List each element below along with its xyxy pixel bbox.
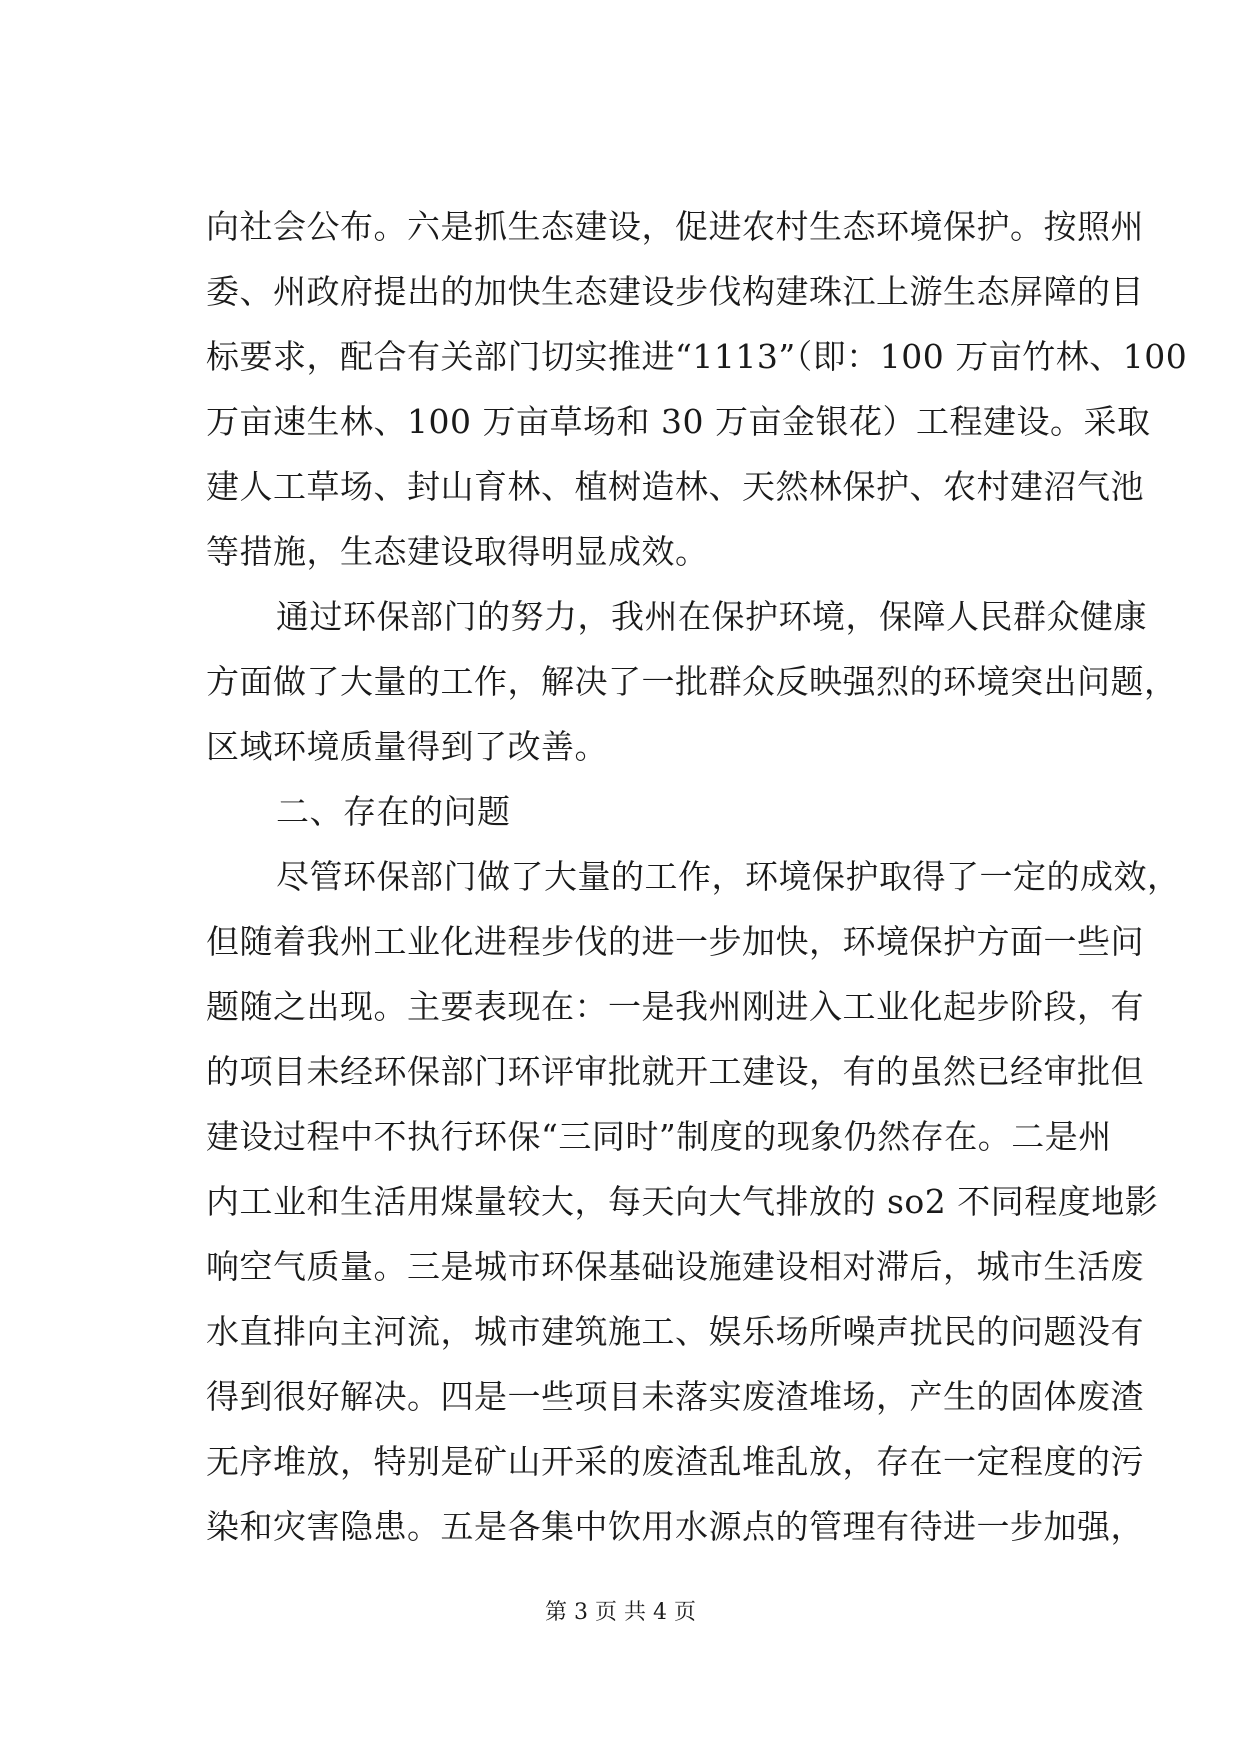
- text-line: 标要求，配合有关部门切实推进“1113”（即：100 万亩竹林、100: [206, 337, 1188, 376]
- text-line: 染和灾害隐患。五是各集中饮用水源点的管理有待进一步加强，: [206, 1507, 1144, 1546]
- text-line: 万亩速生林、100 万亩草场和 30 万亩金银花）工程建设。采取: [206, 402, 1151, 441]
- text-line: 题随之出现。主要表现在：一是我州刚进入工业化起步阶段，有: [206, 987, 1144, 1026]
- text-line: 的项目未经环保部门环评审批就开工建设，有的虽然已经审批但: [206, 1052, 1144, 1091]
- text-line: 但随着我州工业化进程步伐的进一步加快，环境保护方面一些问: [206, 922, 1144, 961]
- text-line: 区域环境质量得到了改善。: [206, 727, 608, 766]
- text-line: 等措施，生态建设取得明显成效。: [206, 532, 709, 571]
- text-line: 无序堆放，特别是矿山开采的废渣乱堆乱放，存在一定程度的污: [206, 1442, 1144, 1481]
- paragraph-start-line: 尽管环保部门做了大量的工作，环境保护取得了一定的成效，: [276, 857, 1181, 896]
- section-heading: 二、存在的问题: [276, 792, 511, 831]
- text-line: 方面做了大量的工作，解决了一批群众反映强烈的环境突出问题，: [206, 662, 1178, 701]
- text-line: 内工业和生活用煤量较大，每天向大气排放的 so2 不同程度地影: [206, 1182, 1159, 1221]
- paragraph-start-line: 通过环保部门的努力，我州在保护环境，保障人民群众健康: [276, 597, 1147, 636]
- text-line: 响空气质量。三是城市环保基础设施建设相对滞后，城市生活废: [206, 1247, 1144, 1286]
- text-line: 委、州政府提出的加快生态建设步伐构建珠江上游生态屏障的目: [206, 272, 1144, 311]
- text-line: 得到很好解决。四是一些项目未落实废渣堆场，产生的固体废渣: [206, 1377, 1144, 1416]
- text-line: 建人工草场、封山育林、植树造林、天然林保护、农村建沼气池: [206, 467, 1144, 506]
- page-number-footer: 第 3 页 共 4 页: [545, 1600, 696, 1625]
- text-line: 水直排向主河流，城市建筑施工、娱乐场所噪声扰民的问题没有: [206, 1312, 1144, 1351]
- text-line: 建设过程中不执行环保“三同时”制度的现象仍然存在。二是州: [206, 1117, 1112, 1156]
- text-line: 向社会公布。六是抓生态建设，促进农村生态环境保护。按照州: [206, 207, 1144, 246]
- document-body: [206, 194, 1188, 1559]
